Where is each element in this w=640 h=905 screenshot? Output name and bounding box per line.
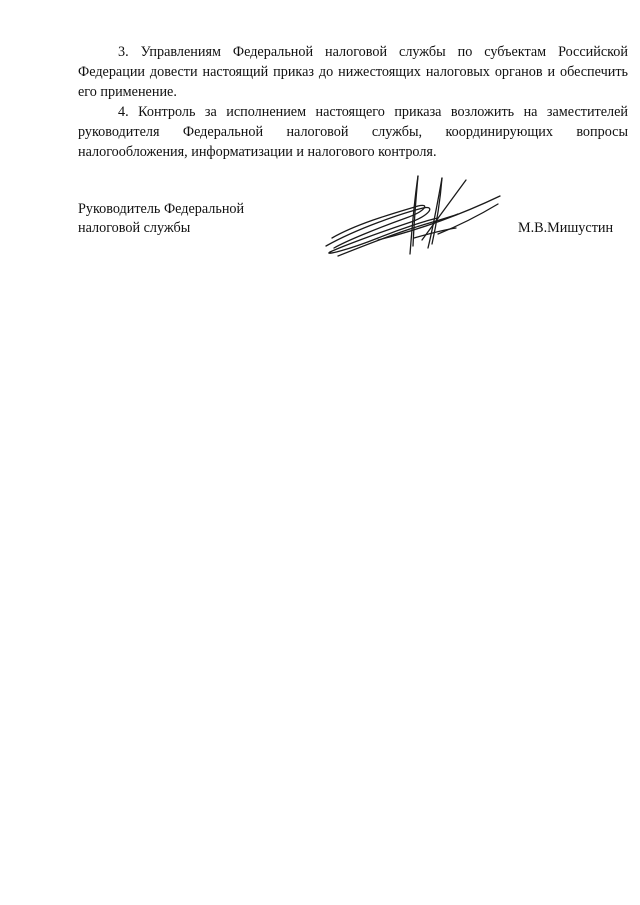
signer-position-line-1: Руководитель Федеральной [78,201,245,217]
signer-name: М.В.Мишустин [518,220,614,236]
document-body [78,42,628,162]
signer-position [78,200,244,238]
handwritten-signature [318,168,508,263]
paragraph-4: 4. Контроль за исполнением настоящего приказа возложить на заместителей руководителя Федеральной налоговой службы, координирующих вопросы налогообложения, информатизации и налогового контроля. [78,104,628,160]
signer-position-line-2: налоговой службы [78,220,191,236]
paragraph-3: 3. Управлениям Федеральной налоговой службы по субъектам Российской Федерации довести настоящий приказ до нижестоящих налоговых органов и обеспечить его применение. [78,44,628,100]
